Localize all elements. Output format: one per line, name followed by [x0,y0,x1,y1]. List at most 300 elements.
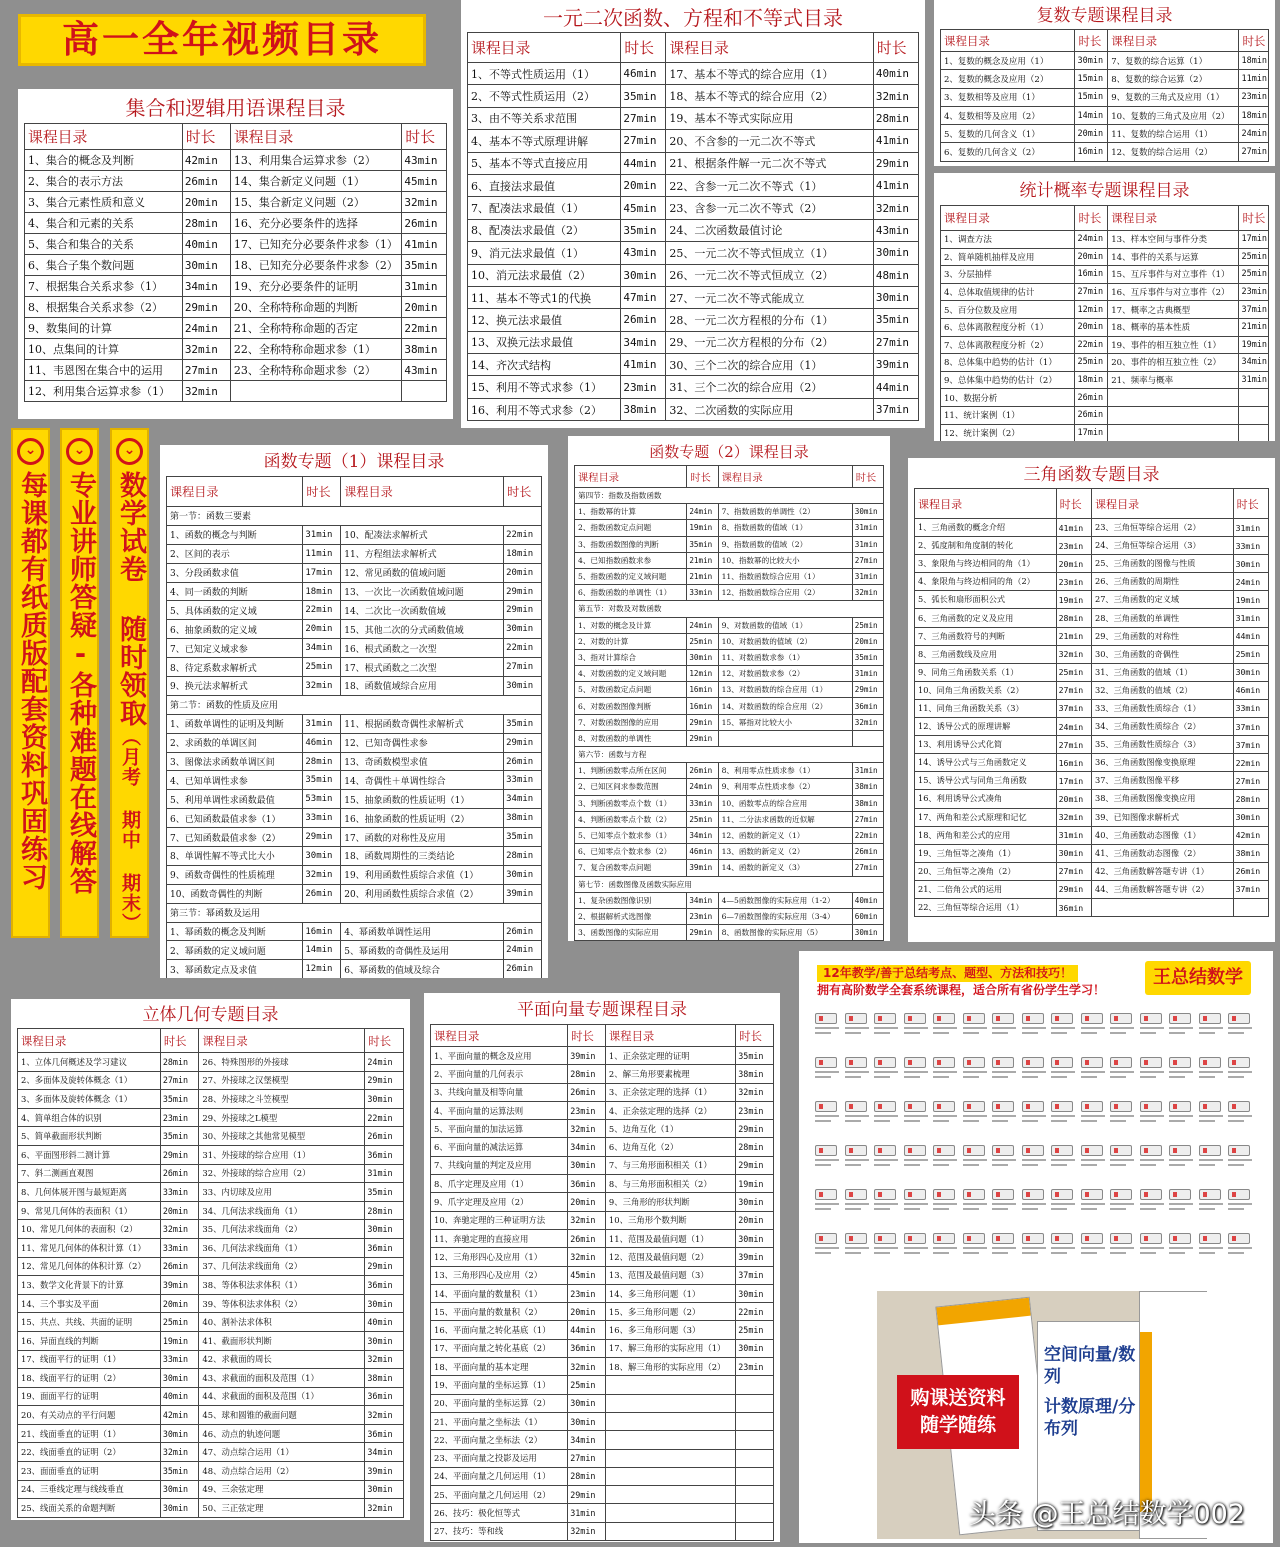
table-row [18,1294,404,1313]
lesson-duration: 40min [182,234,230,255]
lesson-duration: 34min [687,827,718,843]
course-thumbnail [1169,1057,1196,1091]
table-row [941,406,1269,424]
lesson-title: 13、三角形四心及应用（2） [431,1266,568,1284]
lesson-title: 26、特殊图形的外接球 [199,1053,365,1072]
lesson-title: 4、对数函数的定义域问题 [575,666,687,682]
lesson-duration: 30min [873,242,918,264]
lesson-duration: 34min [182,276,230,297]
lesson-duration: 27min [852,552,883,568]
table-row [915,591,1269,609]
quadratic-course-title: 一元二次函数、方程和不等式目录 [543,6,843,30]
lesson-duration: 21min [1239,318,1269,336]
lesson-title: 1、不等式性质运用（1） [468,63,621,85]
table-row [468,398,919,420]
lesson-title: 14、二次比一次函数值域 [341,601,504,620]
table-row [431,1449,774,1467]
lesson-duration: 27min [852,860,883,876]
lesson-duration: 39min [568,1047,606,1065]
lesson-title: 9、对数函数的值域（1） [718,617,852,633]
video-thumbnail-icon [963,1057,985,1068]
video-thumbnail-icon [992,1189,1014,1200]
lesson-duration: 46min [687,844,718,860]
lesson-title: 16、利用不等式求参（2） [468,398,621,420]
lesson-duration: 25min [852,617,883,633]
lesson-title: 9、常见几何体的表面积（1） [18,1201,161,1220]
table-row [941,143,1269,161]
vector-course-card [424,993,780,1542]
lesson-title: 17、概率之古典概型 [1108,301,1239,319]
lesson-duration: 30min [365,1220,404,1239]
table-row [431,1065,774,1083]
lesson-title: 5、具体函数的定义域 [167,601,303,620]
lesson-title: 29、三角函数的对称性 [1091,627,1233,645]
table-row [431,1504,774,1522]
lesson-title: 2、集合的表示方法 [25,171,183,192]
lesson-title: 3、判断函数零点个数（1） [575,795,687,811]
lesson-title: 31、三个二次的综合应用（2） [666,376,873,398]
table-row [431,1083,774,1101]
video-thumbnail-icon [992,1013,1014,1024]
lesson-title: 37、几何法求线面角（2） [199,1257,365,1276]
video-thumbnail-icon [1110,1013,1132,1024]
lesson-duration: 34min [568,1138,606,1156]
lesson-duration: 22min [736,1303,774,1321]
video-thumbnail-icon [845,1189,867,1200]
lesson-title: 5、对数函数定点问题 [575,682,687,698]
lesson-duration: 35min [621,219,666,241]
lesson-title: 5、平面向量的加法运算 [431,1120,568,1138]
table-row [915,808,1269,826]
table-row [468,286,919,308]
video-thumbnail-icon [1169,1145,1191,1156]
lesson-duration: 27min [621,130,666,152]
lesson-title: 1、幂函数的概念及判断 [167,922,303,941]
lesson-title: 10、对数函数的值域（2） [718,633,852,649]
lesson-title: 32、二次函数的实际应用 [666,398,873,420]
lesson-duration: 31min [1233,519,1268,537]
lesson-duration: 31min [1233,609,1268,627]
lesson-duration: 36min [852,698,883,714]
lesson-title: 10、常见几何体的表面积（2） [18,1220,161,1239]
column-header-duration: 时长 [182,124,230,150]
lesson-duration: 11min [1239,70,1269,88]
video-thumbnail-icon [1228,1189,1250,1200]
video-thumbnail-icon [1110,1101,1132,1112]
lesson-title: 1、指数幂的计算 [575,504,687,520]
lesson-duration: 24min [365,1053,404,1072]
video-thumbnail-icon [992,1233,1014,1244]
chevron-down-icon: ⌄ [66,438,93,465]
lesson-title [605,1449,735,1467]
course-thumbnail [815,1145,842,1179]
lesson-title: 17、已知充分必要条件求参（1） [230,234,402,255]
lesson-title: 18、平面向量的基本定理 [431,1358,568,1376]
table-row [431,1303,774,1321]
table-row [468,130,919,152]
course-thumbnail [1081,1145,1108,1179]
course-thumbnail [874,1145,901,1179]
lesson-title: 15、互斥事件与对立事件（1） [1108,266,1239,284]
course-thumbnail [1228,1189,1255,1223]
table-row [167,639,542,658]
column-header-duration: 时长 [1075,206,1108,231]
lesson-title: 24、二次函数最值讨论 [666,219,873,241]
lesson-title: 10、奔驰定理的三种证明方法 [431,1211,568,1229]
lesson-title: 18、概率的基本性质 [1108,318,1239,336]
table-row [575,536,884,552]
course-thumbnail [1140,1233,1167,1267]
lesson-duration: 32min [182,339,230,360]
lesson-duration: 33min [687,585,718,601]
lesson-duration: 35min [365,1183,404,1202]
lesson-title: 9、函数奇偶性的性质梳理 [167,865,303,884]
lesson-duration: 26min [1075,406,1108,424]
table-row [941,106,1269,124]
video-thumbnail-icon [1022,1145,1044,1156]
video-thumbnail-icon [1140,1233,1162,1244]
section-title: 第六节：函数与方程 [575,747,884,763]
lesson-duration: 17min [1239,231,1269,249]
lesson-duration: 24min [504,941,542,960]
table-row [575,714,884,730]
column-header-course: 课程目录 [941,30,1075,52]
lesson-duration: 34min [568,1431,606,1449]
lesson-duration: 27min [568,1449,606,1467]
lesson-duration: 26min [504,752,542,771]
lesson-title: 6、边角互化（2） [605,1138,735,1156]
video-thumbnail-icon [1228,1101,1250,1112]
lesson-title: 10、三角形个数判断 [605,1211,735,1229]
table-row [25,255,447,276]
lesson-duration: 46min [621,63,666,85]
table-row [941,301,1269,319]
lesson-title: 2、解三角形要素梳理 [605,1065,735,1083]
table-header-row [468,33,919,63]
lesson-duration: 45min [621,197,666,219]
lesson-title: 16、多三角形问题（3） [605,1321,735,1339]
lesson-duration: 30min [160,1369,199,1388]
table-row [468,354,919,376]
course-thumbnail [992,1057,1019,1091]
course-thumbnail [1140,1101,1167,1135]
table-row [431,1394,774,1412]
lesson-title: 4、平面向量的运算法则 [431,1101,568,1119]
lesson-title: 8、指数函数的值域（1） [718,520,852,536]
lesson-title: 34、三角函数性质综合（2） [1091,718,1233,736]
lesson-duration: 38min [736,1065,774,1083]
course-thumbnail [1110,1189,1137,1223]
video-thumbnail-icon [992,1145,1014,1156]
lesson-duration: 36min [1056,898,1091,916]
course-thumbnail [845,1101,872,1135]
video-thumbnail-icon [904,1013,926,1024]
lesson-title: 10、消元法求最值（2） [468,264,621,286]
lesson-title: 6、已知零点个数求参（2） [575,844,687,860]
lesson-title: 3、复数相等及应用（1） [941,88,1075,106]
course-thumbnail [815,1013,842,1047]
lesson-duration: 21min [687,568,718,584]
lesson-duration: 33min [160,1238,199,1257]
video-thumbnail-icon [1199,1189,1221,1200]
lesson-title: 37、三角函数图像平移 [1091,772,1233,790]
function-2-course-title: 函数专题（2）课程目录 [649,443,809,461]
table-row [18,1257,404,1276]
table-row [941,70,1269,88]
table-header-row [915,489,1269,519]
lesson-duration: 26min [852,844,883,860]
lesson-duration: 30min [736,1193,774,1211]
table-row [941,52,1269,70]
section-title: 第一节：函数三要素 [167,507,542,526]
lesson-title: 14、对数函数的综合应用（2） [718,698,852,714]
lesson-title: 20、全称特称命题的判断 [230,297,402,318]
lesson-duration: 20min [852,633,883,649]
lesson-title: 7、指数函数的单调性（2） [718,504,852,520]
quadratic-course-table [467,32,919,421]
table-row [468,376,919,398]
lesson-title: 23、平面向量之投影及运用 [431,1449,568,1467]
lesson-title: 46、动点的轨迹问题 [199,1424,365,1443]
column-header-duration: 时长 [365,1029,404,1053]
course-thumbnail [1081,1189,1108,1223]
lesson-duration: 29min [736,1156,774,1174]
lesson-title: 8、根据集合关系求参（2） [25,297,183,318]
lesson-title: 23、含参一元二次不等式（2） [666,197,873,219]
lesson-duration: 32min [568,1248,606,1266]
lesson-duration: 40min [852,892,883,908]
lesson-duration: 29min [182,297,230,318]
lesson-title: 39、等体积法求体积（2） [199,1294,365,1313]
lesson-duration: 38min [402,339,447,360]
table-row [18,1462,404,1481]
column-header-course: 课程目录 [941,206,1075,231]
lesson-title: 19、平面向量的坐标运算（1） [431,1376,568,1394]
chevron-down-icon: ⌄ [17,438,44,465]
video-thumbnail-icon [1110,1233,1132,1244]
sets-course-table [24,123,447,402]
lesson-duration: 25min [687,811,718,827]
course-thumbnail [1140,1189,1167,1223]
lesson-duration: 46min [1233,681,1268,699]
video-thumbnail-icon [874,1057,896,1068]
video-thumbnail-icon [815,1189,837,1200]
lesson-duration: 35min [303,771,341,790]
lesson-duration: 46min [303,733,341,752]
lesson-duration: 39min [873,354,918,376]
lesson-duration: 16min [303,922,341,941]
table-row [18,1499,404,1518]
lesson-duration: 27min [1056,736,1091,754]
lesson-title: 12、诱导公式的原理讲解 [915,718,1057,736]
lesson-duration: 20min [504,563,542,582]
lesson-duration: 32min [160,1220,199,1239]
table-row [25,171,447,192]
table-row [25,297,447,318]
lesson-title: 9、复数的三角式及应用（1） [1108,88,1239,106]
lesson-title: 18、基本不等式的综合应用（2） [666,85,873,107]
lesson-duration: 32min [568,1211,606,1229]
lesson-title: 12、函数的新定义（1） [718,827,852,843]
table-row [431,1156,774,1174]
table-row [575,568,884,584]
table-row [18,1331,404,1350]
table-row [575,844,884,860]
course-thumbnail [1081,1057,1108,1091]
lesson-duration: 30min [621,264,666,286]
lesson-title: 35、三角函数性质综合（3） [1091,736,1233,754]
lesson-title: 13、范围及最值问题（3） [605,1266,735,1284]
column-header-course: 课程目录 [605,1025,735,1047]
video-thumbnail-icon [1140,1189,1162,1200]
lesson-duration: 44min [621,152,666,174]
lesson-title: 21、频率与概率 [1108,371,1239,389]
table-row [18,1145,404,1164]
lesson-title: 20、平面向量的坐标运算（2） [431,1394,568,1412]
lesson-title: 15、诱导公式与同角三角函数 [915,772,1057,790]
lesson-duration: 21min [1056,627,1091,645]
table-row [915,555,1269,573]
lesson-title: 42、三角函数解答题专讲（1） [1091,862,1233,880]
lesson-title: 13、一次比一次函数值域问题 [341,582,504,601]
lesson-duration: 30min [736,1339,774,1357]
lesson-duration [736,1431,774,1449]
lesson-duration: 22min [1075,336,1108,354]
lesson-duration: 32min [873,85,918,107]
course-thumbnail [904,1013,931,1047]
lesson-duration: 28min [568,1467,606,1485]
course-thumbnail [963,1013,990,1047]
lesson-title [605,1431,735,1449]
lesson-duration: 20min [736,1211,774,1229]
lesson-title: 18、函数周期性的三类结论 [341,847,504,866]
lesson-title: 34、几何法求线面角（1） [199,1201,365,1220]
section-title: 第七节：函数图像及函数实际应用 [575,876,884,892]
lesson-title: 48、动点综合运用（2） [199,1462,365,1481]
table-row [431,1229,774,1247]
lesson-duration: 42min [1233,826,1268,844]
course-thumbnail [904,1189,931,1223]
lesson-duration: 41min [873,130,918,152]
lesson-title: 15、抽象函数的性质证明（1） [341,790,504,809]
table-row [575,925,884,941]
lesson-title: 4、同一函数的判断 [167,582,303,601]
lesson-duration: 20min [568,1303,606,1321]
table-row [25,234,447,255]
lesson-duration: 32min [365,1350,404,1369]
lesson-duration: 37min [873,398,918,420]
lesson-title: 8、复数的综合运算（2） [1108,70,1239,88]
lesson-title: 8、几何体展开图与最短距离 [18,1183,161,1202]
video-thumbnail-icon [933,1013,955,1024]
lesson-title: 16、抽象函数的性质证明（2） [341,809,504,828]
video-thumbnail-icon [1051,1101,1073,1112]
video-thumbnail-icon [1022,1101,1044,1112]
lesson-title: 10、同角三角函数关系（2） [915,681,1057,699]
table-row [167,790,542,809]
lesson-duration: 38min [1233,844,1268,862]
lesson-title: 33、内切球及应用 [199,1183,365,1202]
lesson-duration: 30min [504,620,542,639]
lesson-duration: 27min [504,658,542,677]
lesson-title: 33、三角函数性质综合（1） [1091,699,1233,717]
course-thumbnail [1199,1145,1226,1179]
course-thumbnail [1199,1189,1226,1223]
lesson-duration: 22min [504,639,542,658]
column-header-duration: 时长 [402,124,447,150]
lesson-title: 20、有关动点的平行问题 [18,1406,161,1425]
lesson-title: 27、技巧：等和线 [431,1522,568,1540]
table-row [431,1101,774,1119]
column-header-duration: 时长 [1239,206,1269,231]
course-thumbnail [874,1057,901,1091]
table-row [431,1193,774,1211]
table-row [575,552,884,568]
lesson-duration: 30min [160,1424,199,1443]
lesson-title: 8、利用零点性质求参（1） [718,763,852,779]
table-row [167,847,542,866]
lesson-title: 2、幂函数的定义域问题 [167,941,303,960]
video-thumbnail-icon [1199,1101,1221,1112]
lesson-duration: 22min [402,318,447,339]
table-row [18,1108,404,1127]
lesson-title: 7、已知定义域求参 [167,639,303,658]
video-thumbnail-icon [1140,1013,1162,1024]
video-thumbnail-icon [1022,1233,1044,1244]
lesson-duration: 30min [687,649,718,665]
stats-course-card [934,173,1275,441]
lesson-title: 18、线面平行的证明（2） [18,1369,161,1388]
lesson-duration: 26min [402,213,447,234]
table-row [575,617,884,633]
lesson-title: 6、直接法求最值 [468,174,621,196]
lesson-duration: 35min [160,1127,199,1146]
table-header-row [431,1025,774,1047]
lesson-duration: 48min [873,264,918,286]
trig-course-table [914,488,1269,917]
promo-gift-line1: 购课送资料 [910,1387,1006,1409]
lesson-title: 15、其他二次的分式函数值域 [341,620,504,639]
lesson-title: 1、对数的概念及计算 [575,617,687,633]
lesson-duration: 37min [1233,718,1268,736]
lesson-duration: 33min [687,795,718,811]
lesson-title: 12、常见几何体的体积计算（2） [18,1257,161,1276]
lesson-duration: 35min [504,714,542,733]
lesson-duration: 27min [1233,772,1268,790]
video-thumbnail-icon [1140,1101,1162,1112]
section-title: 第四节：指数及指数函数 [575,488,884,504]
lesson-duration: 41min [621,354,666,376]
course-thumbnail [1051,1189,1078,1223]
lesson-title: 13、奇函数模型求值 [341,752,504,771]
lesson-title: 25、一元二次不等式恒成立（1） [666,242,873,264]
lesson-title: 44、三角函数解答题专讲（2） [1091,880,1233,898]
video-thumbnail-icon [904,1057,926,1068]
course-thumbnail [845,1013,872,1047]
lesson-duration: 27min [160,1071,199,1090]
lesson-title: 22、三角恒等综合运用（1） [915,898,1057,916]
course-thumbnail [992,1233,1019,1267]
table-row [468,331,919,353]
lesson-duration: 42min [160,1406,199,1425]
table-header-row [941,206,1269,231]
promo-headline-line1: 12年教学/善于总结考点、题型、方法和技巧！ [817,965,1078,982]
table-row [167,601,542,620]
lesson-duration: 18min [504,544,542,563]
lesson-title: 11、根据函数奇偶性求解析式 [341,714,504,733]
lesson-title: 14、多三角形问题（1） [605,1284,735,1302]
lesson-duration: 16min [1056,754,1091,772]
